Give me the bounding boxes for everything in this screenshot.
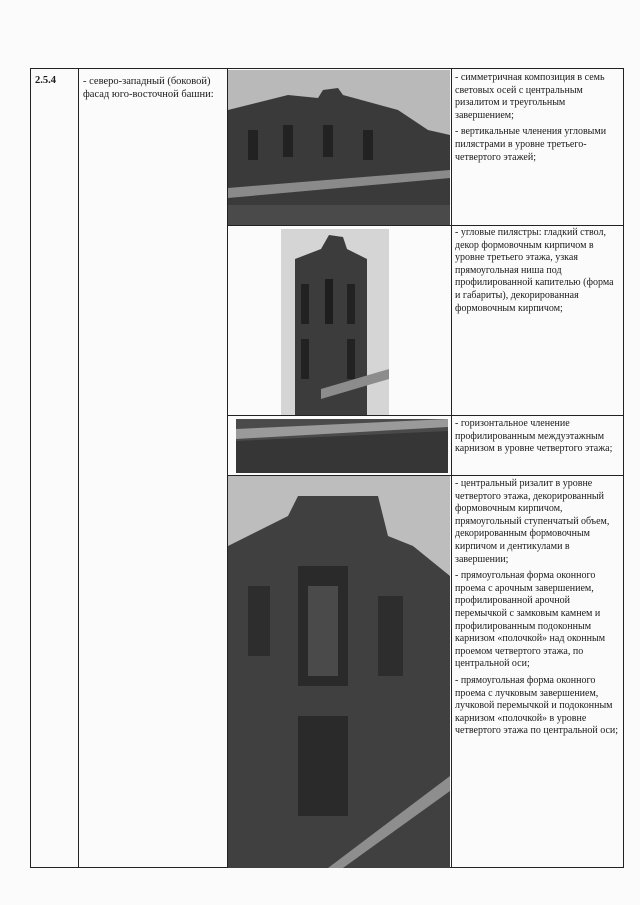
building-facade-photo [228,70,450,225]
feature-item: - вертикальные членения угловыми пилястрами в уровне третьего-четвертого этажей; [455,126,607,163]
feature-item: - симметричная композиция в семь световых осей с центральным ризалитом и треугольным завершением; [455,72,605,121]
central-risalit-photo [228,476,450,868]
cell-text-2 [455,227,621,319]
cell-text-4 [455,478,621,742]
cell-text-3 [455,418,621,460]
column-divider [78,69,79,867]
column-divider [451,69,452,867]
row-divider [227,415,623,416]
feature-item: - прямоугольная форма оконного проема с лучковым завершением, лучковой перемычкой и подоконным карнизом «полочкой» в уровне четвертого этажа по центральной оси; [455,674,619,737]
heritage-table [30,68,624,868]
cornice-photo [236,419,448,473]
cell-text-1 [455,72,621,168]
row-description: - северо-западный (боковой) фасад юго-восточной башни: [83,76,214,100]
row-number: 2.5.4 [35,75,56,86]
feature-item: - угловые пилястры: гладкий ствол, декор формовочным кирпичом в уровне третьего этажа, узкая прямоугольная ниша под профилированной капителью (форма и габариты), декорированная формовочным кирпичом; [455,227,614,314]
row-divider [227,225,623,226]
feature-item: - центральный ризалит в уровне четвертого этажа, декорированный формовочным кирпичом, прямоугольный ступенчатый объем, декорированным формовочным кирпичом и дентикулами в завершении; [455,478,610,565]
corner-pilaster-photo [281,229,389,415]
feature-item: - прямоугольная форма оконного проема с арочным завершением, профилированной арочной перемычкой с замковым камнем и профилированным подоконным карнизом «полочкой» над оконным проемом четвертого этажа, по центральной оси; [455,570,606,670]
feature-item: - горизонтальное членение профилированным междуэтажным карнизом в уровне четвертого этажа; [455,418,613,455]
